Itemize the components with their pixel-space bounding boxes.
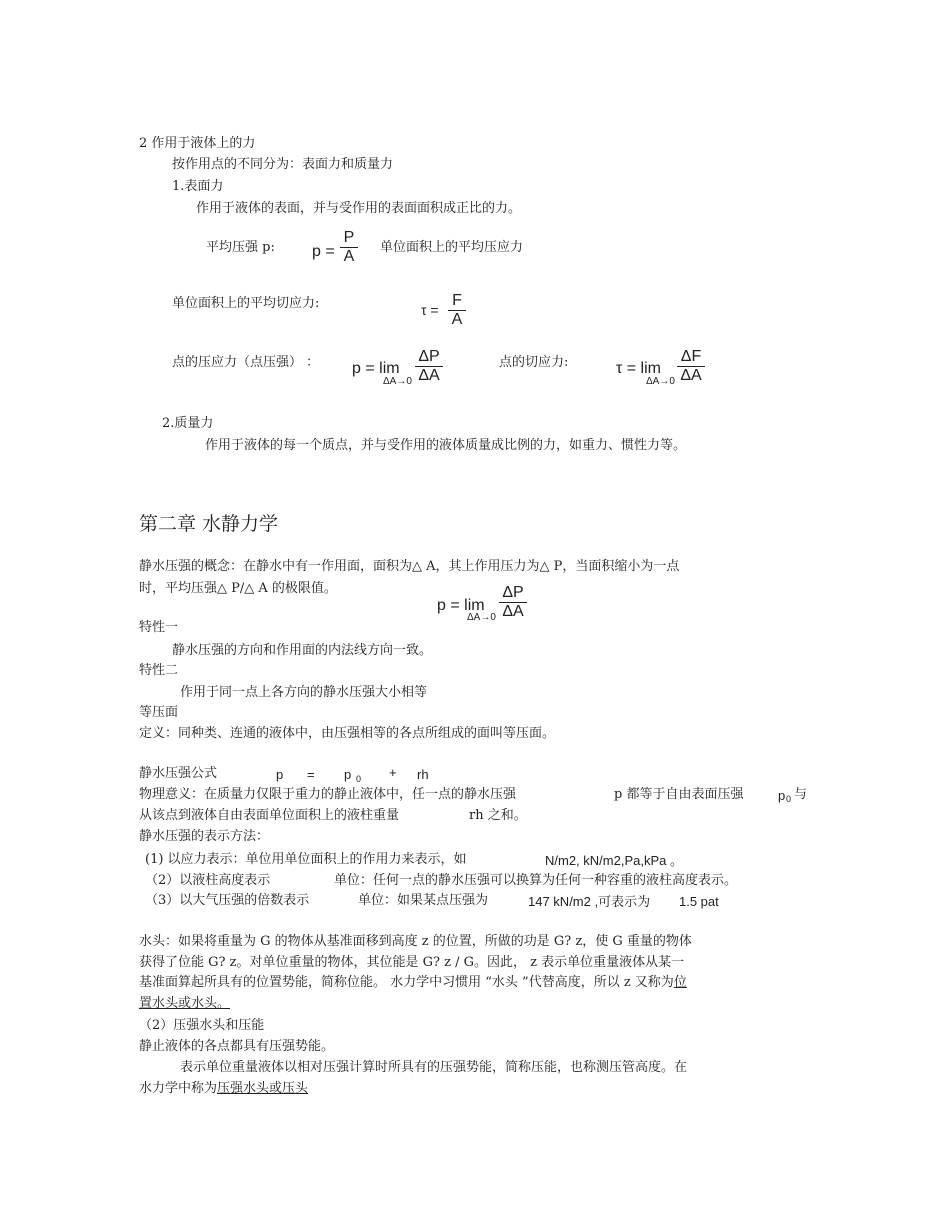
meaning-line1-a: 物理意义：在质量力仅限于重力的静止液体中，任一点的静水压强 (139, 787, 517, 802)
mass-force-heading: 2.质量力 (162, 416, 214, 431)
meaning-line1-p0-subscript: 0 (786, 794, 792, 804)
point-shear-lhs: τ = lim (616, 360, 661, 377)
fraction-numerator: F (452, 292, 462, 309)
representation-title: 静水压强的表示方法： (139, 829, 270, 844)
limit-subscript: ΔA→0 (383, 376, 412, 387)
meaning-line1-d: 与 (794, 787, 808, 802)
formula-rh: rh (417, 767, 429, 782)
avg-pressure-label: 平均压强 p: (206, 240, 275, 255)
point-pressure-fraction (415, 348, 443, 385)
property-two-title: 特性二 (139, 663, 179, 678)
limit-subscript: ΔA→0 (467, 612, 496, 623)
pressure-head-line3 (139, 1082, 308, 1095)
representation-3-a: （3）以大气压强的倍数表示 (145, 893, 310, 908)
head-text-line4: 置水头或水头。 (139, 996, 231, 1011)
property-one-title: 特性一 (139, 620, 179, 635)
head-text-line2: 获得了位能 G? z。对单位重量的物体，其位能是 G? z / G。因此， z 表示单位重量液体从某一 (139, 955, 685, 970)
representation-3-d: 1.5 pat (679, 894, 719, 909)
pressure-head-line2: 表示单位重量液体以相对压强计算时所具有的压强势能，简称压能，也称测压管高度。在 (180, 1060, 688, 1075)
equal-surface-title: 等压面 (139, 705, 179, 720)
formula-equals: = (307, 767, 315, 782)
avg-shear-lhs: τ = (421, 302, 439, 318)
head-text-line1: 水头：如果将重量为 G 的物体从基准面移到高度 z 的位置，所做的功是 G? z，使 G 重量的物体 (139, 934, 692, 949)
fraction-denominator: ΔA (680, 367, 702, 384)
point-pressure-lhs: p = lim (352, 360, 400, 377)
representation-3-c: 147 kN/m2 ,可表示为 (528, 894, 651, 909)
avg-pressure-desc: 单位面积上的平均压应力 (380, 240, 524, 255)
formula-label: 静水压强公式 (139, 766, 218, 781)
property-one-text: 静水压强的方向和作用面的内法线方向一致。 (172, 643, 433, 658)
chapter-title: 第二章 水静力学 (139, 513, 279, 535)
meaning-line1-b: p 都等于自由表面压强 (614, 787, 744, 802)
meaning-line2-a: 从该点到液体自由表面单位面积上的液柱重量 (139, 808, 400, 823)
equal-surface-definition: 定义：同种类、连通的液体中，由压强相等的各点所组成的面叫等压面。 (139, 726, 556, 741)
point-shear-fraction (677, 348, 705, 385)
head-text-line3-underlined: 位 (673, 975, 687, 990)
fraction-numerator: ΔF (680, 348, 702, 365)
meaning-line2-b: rh 之和。 (469, 808, 527, 823)
pressure-head-title: （2）压强水头和压能 (139, 1018, 265, 1033)
intro-text: 按作用点的不同分为：表面力和质量力 (172, 157, 394, 172)
fraction-denominator: A (343, 248, 355, 265)
fraction-numerator: ΔP (418, 348, 440, 365)
mass-force-definition: 作用于液体的每一个质点，并与受作用的液体质量成比例的力，如重力、惯性力等。 (205, 438, 687, 453)
fraction-numerator: P (343, 229, 355, 246)
limit-subscript: ΔA→0 (646, 376, 675, 387)
avg-pressure-fraction (340, 229, 358, 266)
surface-force-heading: 1.表面力 (172, 179, 224, 194)
point-pressure-label: 点的压应力（点压强） ： (172, 355, 320, 370)
pressure-head-line3-underlined: 压强水头或压头 (217, 1081, 309, 1096)
representation-2-a: （2）以液柱高度表示 (145, 873, 271, 888)
representation-3-b: 单位：如果某点压强为 (358, 893, 489, 908)
representation-1-b: N/m2, kN/m2,Pa,kPa 。 (545, 853, 683, 868)
avg-shear-label: 单位面积上的平均切应力: (172, 296, 320, 311)
fraction-numerator: ΔP (502, 584, 524, 601)
fraction-denominator: ΔA (502, 603, 524, 620)
formula-plus: + (389, 765, 397, 780)
static-pressure-fraction (499, 584, 527, 621)
point-shear-label: 点的切应力: (499, 355, 569, 370)
pressure-head-line1: 静止液体的各点都具有压强势能。 (139, 1039, 335, 1054)
formula-p0: p (344, 767, 352, 782)
meaning-line1-p0: p (778, 788, 786, 803)
representation-2-b: 单位：任何一点的静水压强可以换算为任何一种容重的液柱高度表示。 (334, 873, 738, 888)
concept-text-line1: 静水压强的概念：在静水中有一作用面，面积为△ A，其上作用压力为△ P，当面积缩小为一点 (139, 559, 680, 574)
formula-p0-subscript: 0 (356, 774, 362, 784)
head-text-line3 (139, 976, 687, 989)
representation-1-a: (1) 以应力表示：单位用单位面积上的作用力来表示，如 (145, 852, 467, 867)
surface-force-definition: 作用于液体的表面，并与受作用的表面面积成正比的力。 (196, 201, 522, 216)
head-text-line3-main: 基准面算起所具有的位置势能，简称位能。 水力学中习惯用 “水头 ”代替高度，所以 z 又称为 (139, 975, 674, 990)
formula-p: p (276, 767, 284, 782)
avg-pressure-lhs: p = (312, 243, 335, 260)
concept-text-line2: 时，平均压强△ P/△ A 的极限值。 (139, 581, 337, 596)
section-title: 2 作用于液体上的力 (139, 136, 256, 151)
property-two-text: 作用于同一点上各方向的静水压强大小相等 (180, 685, 428, 700)
fraction-denominator: ΔA (418, 367, 440, 384)
fraction-denominator: A (451, 311, 463, 328)
avg-shear-fraction (448, 292, 466, 329)
static-pressure-lhs: p = lim (437, 597, 485, 614)
pressure-head-line3-main: 水力学中称为 (139, 1081, 218, 1096)
